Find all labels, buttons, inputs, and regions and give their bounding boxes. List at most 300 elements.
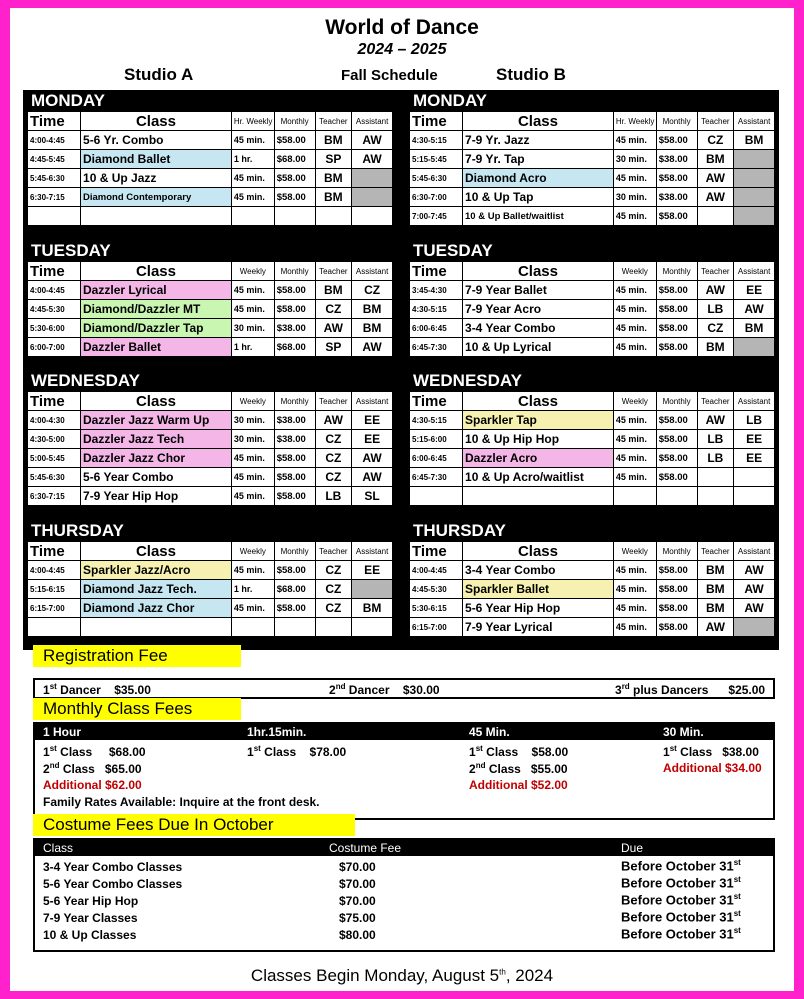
- class-time: 5:15-5:45: [410, 150, 463, 169]
- class-name: 5-6 Yr. Combo: [81, 131, 232, 150]
- class-assistant: [734, 169, 775, 188]
- second-dancer-fee: 2nd Dancer $30.00: [329, 682, 440, 697]
- col-time: Time: [410, 392, 463, 411]
- class-teacher: AW: [697, 618, 734, 637]
- m45-additional: Additional $52.00: [469, 778, 568, 792]
- col-monthly: Monthly: [274, 392, 315, 411]
- class-table: [409, 541, 775, 637]
- studio-b-monday-panel: [409, 90, 775, 238]
- class-assistant: AW: [352, 338, 393, 357]
- m45-second-class: 2nd Class $55.00: [469, 761, 568, 776]
- class-name: [81, 207, 232, 226]
- col-time: Time: [410, 542, 463, 561]
- table-row: [28, 487, 393, 506]
- class-assistant: [352, 188, 393, 207]
- col-assistant: Assistant: [734, 262, 775, 281]
- studio-a-monday-panel: [27, 90, 393, 238]
- class-weekly: 45 min.: [231, 561, 274, 580]
- class-teacher: CZ: [315, 449, 352, 468]
- col-class: Class: [81, 262, 232, 281]
- class-weekly: 30 min.: [231, 430, 274, 449]
- class-name: [463, 487, 614, 506]
- class-time: [28, 207, 81, 226]
- class-table: [409, 261, 775, 357]
- class-assistant: [352, 618, 393, 637]
- class-weekly: 30 min.: [613, 150, 656, 169]
- col-weekly: Weekly: [231, 392, 274, 411]
- class-table: [409, 111, 775, 226]
- class-time: 6:15-7:00: [28, 599, 81, 618]
- class-assistant: BM: [734, 131, 775, 150]
- season-year: 2024 – 2025: [357, 41, 447, 58]
- class-monthly: $38.00: [274, 319, 315, 338]
- col-class: Class: [463, 542, 614, 561]
- class-teacher: CZ: [315, 599, 352, 618]
- class-time: 5:30-6:00: [28, 319, 81, 338]
- table-row: [410, 618, 775, 637]
- first-dancer-fee: 1st Dancer $35.00: [43, 682, 151, 697]
- studio-b-wednesday-panel: [409, 370, 775, 518]
- fall-schedule-label: Fall Schedule: [341, 67, 438, 84]
- col-teacher: Teacher: [315, 392, 352, 411]
- class-table: [27, 261, 393, 357]
- class-time: 7:00-7:45: [410, 207, 463, 226]
- class-assistant: EE: [352, 430, 393, 449]
- class-assistant: BM: [352, 319, 393, 338]
- class-table: [27, 391, 393, 506]
- col-1hr15: 1hr.15min.: [247, 725, 307, 739]
- class-time: 6:00-6:45: [410, 319, 463, 338]
- col-monthly: Monthly: [656, 112, 697, 131]
- col-45min: 45 Min.: [469, 725, 510, 739]
- class-time: 4:45-5:45: [28, 150, 81, 169]
- table-header-row: [28, 542, 393, 561]
- col-teacher: Teacher: [697, 392, 734, 411]
- class-time: 6:15-7:00: [410, 618, 463, 637]
- class-name: Dazzler Jazz Chor: [81, 449, 232, 468]
- class-weekly: 45 min.: [231, 131, 274, 150]
- table-row: [28, 207, 393, 226]
- class-time: 4:00-4:45: [28, 131, 81, 150]
- table-row: [28, 430, 393, 449]
- class-weekly: 45 min.: [231, 468, 274, 487]
- studio-b-thursday-panel: [409, 520, 775, 640]
- class-table: [27, 111, 393, 226]
- class-weekly: 45 min.: [613, 338, 656, 357]
- class-teacher: LB: [315, 487, 352, 506]
- table-row: [410, 599, 775, 618]
- class-assistant: AW: [352, 131, 393, 150]
- class-teacher: CZ: [315, 561, 352, 580]
- studio-a-label: Studio A: [124, 65, 194, 84]
- class-weekly: 30 min.: [613, 188, 656, 207]
- class-monthly: [656, 487, 697, 506]
- class-teacher: BM: [697, 150, 734, 169]
- costume-class: 7-9 Year Classes: [43, 911, 138, 925]
- class-time: 4:00-4:45: [28, 561, 81, 580]
- col-assistant: Assistant: [734, 112, 775, 131]
- class-name: Diamond Jazz Tech.: [81, 580, 232, 599]
- class-name: Diamond/Dazzler MT: [81, 300, 232, 319]
- class-teacher: AW: [697, 281, 734, 300]
- class-teacher: BM: [315, 281, 352, 300]
- table-row: [28, 338, 393, 357]
- table-row: [28, 281, 393, 300]
- class-assistant: [352, 169, 393, 188]
- col-teacher: Teacher: [315, 112, 352, 131]
- class-name: 10 & Up Acro/waitlist: [463, 468, 614, 487]
- table-row: [410, 281, 775, 300]
- class-weekly: 1 hr.: [231, 150, 274, 169]
- schedule-page: [10, 8, 794, 991]
- class-name: Diamond Contemporary: [81, 188, 232, 207]
- class-teacher: BM: [697, 338, 734, 357]
- table-header-row: [410, 542, 775, 561]
- costume-class: 3-4 Year Combo Classes: [43, 860, 183, 874]
- class-assistant: AW: [352, 150, 393, 169]
- class-teacher: CZ: [315, 468, 352, 487]
- col-weekly: Weekly: [231, 542, 274, 561]
- table-row: [410, 150, 775, 169]
- class-monthly: $58.00: [656, 319, 697, 338]
- costume-class: 5-6 Year Combo Classes: [43, 877, 183, 891]
- registration-fee-box: [33, 678, 775, 699]
- hour-additional: Additional $62.00: [43, 778, 142, 792]
- table-row: [410, 338, 775, 357]
- class-weekly: 45 min.: [231, 449, 274, 468]
- class-weekly: 45 min.: [613, 599, 656, 618]
- class-time: 5:45-6:30: [410, 169, 463, 188]
- class-weekly: 30 min.: [231, 411, 274, 430]
- class-teacher: AW: [697, 169, 734, 188]
- class-time: 4:45-5:30: [410, 580, 463, 599]
- class-assistant: EE: [352, 561, 393, 580]
- class-name: 7-9 Yr. Jazz: [463, 131, 614, 150]
- col-time: Time: [28, 542, 81, 561]
- class-name: Sparkler Ballet: [463, 580, 614, 599]
- class-teacher: CZ: [315, 580, 352, 599]
- class-time: 3:45-4:30: [410, 281, 463, 300]
- third-dancer-fee: 3rd plus Dancers $25.00: [615, 682, 766, 697]
- class-weekly: 45 min.: [231, 281, 274, 300]
- class-name: Sparkler Jazz/Acro: [81, 561, 232, 580]
- class-time: 4:00-4:45: [28, 281, 81, 300]
- costume-fee: $70.00: [339, 894, 376, 908]
- col-monthly: Monthly: [274, 112, 315, 131]
- col-assistant: Assistant: [734, 392, 775, 411]
- class-name: 7-9 Year Hip Hop: [81, 487, 232, 506]
- class-weekly: [613, 487, 656, 506]
- class-weekly: [231, 207, 274, 226]
- class-teacher: BM: [697, 599, 734, 618]
- table-row: [410, 300, 775, 319]
- col-time: Time: [28, 262, 81, 281]
- costume-due: Before October 31st: [621, 875, 741, 891]
- col-weekly: Weekly: [613, 392, 656, 411]
- col-assistant: Assistant: [352, 392, 393, 411]
- col-monthly: Monthly: [656, 542, 697, 561]
- class-weekly: 45 min.: [613, 580, 656, 599]
- class-name: 7-9 Year Acro: [463, 300, 614, 319]
- class-monthly: $58.00: [274, 188, 315, 207]
- costume-class: 5-6 Year Hip Hop: [43, 894, 139, 908]
- class-name: 10 & Up Jazz: [81, 169, 232, 188]
- table-row: [28, 188, 393, 207]
- table-row: [28, 618, 393, 637]
- table-row: [410, 131, 775, 150]
- class-assistant: EE: [734, 449, 775, 468]
- class-monthly: $58.00: [274, 449, 315, 468]
- costume-due: Before October 31st: [621, 858, 741, 874]
- class-assistant: [734, 338, 775, 357]
- table-row: [410, 169, 775, 188]
- class-name: 7-9 Year Ballet: [463, 281, 614, 300]
- table-header-row: [28, 262, 393, 281]
- class-name: 3-4 Year Combo: [463, 319, 614, 338]
- col-teacher: Teacher: [697, 542, 734, 561]
- class-teacher: LB: [697, 300, 734, 319]
- class-monthly: $58.00: [656, 300, 697, 319]
- class-name: Diamond Jazz Chor: [81, 599, 232, 618]
- class-time: 5:15-6:15: [28, 580, 81, 599]
- class-time: 5:15-6:00: [410, 430, 463, 449]
- class-monthly: $38.00: [274, 411, 315, 430]
- class-monthly: $58.00: [656, 599, 697, 618]
- costume-due: Before October 31st: [621, 909, 741, 925]
- class-name: Diamond Acro: [463, 169, 614, 188]
- col-teacher: Teacher: [315, 542, 352, 561]
- class-monthly: $58.00: [656, 580, 697, 599]
- col-teacher: Teacher: [315, 262, 352, 281]
- col-time: Time: [28, 112, 81, 131]
- table-row: [28, 300, 393, 319]
- class-assistant: BM: [352, 599, 393, 618]
- table-row: [410, 319, 775, 338]
- table-row: [28, 449, 393, 468]
- col-monthly: Monthly: [656, 262, 697, 281]
- costume-due: Before October 31st: [621, 892, 741, 908]
- class-name: Diamond/Dazzler Tap: [81, 319, 232, 338]
- class-time: 5:00-5:45: [28, 449, 81, 468]
- col-assistant: Assistant: [352, 262, 393, 281]
- col-class: Class: [43, 841, 74, 855]
- class-assistant: AW: [352, 468, 393, 487]
- class-weekly: 45 min.: [613, 319, 656, 338]
- table-header-row: [410, 112, 775, 131]
- class-time: 4:00-4:30: [28, 411, 81, 430]
- class-weekly: [231, 618, 274, 637]
- class-time: 4:30-5:15: [410, 300, 463, 319]
- class-assistant: EE: [734, 430, 775, 449]
- table-row: [28, 468, 393, 487]
- class-monthly: $68.00: [274, 150, 315, 169]
- studio-a-thursday-panel: [27, 520, 393, 640]
- table-row: [28, 411, 393, 430]
- table-row: [410, 411, 775, 430]
- class-monthly: [274, 207, 315, 226]
- class-monthly: $68.00: [274, 338, 315, 357]
- table-row: [28, 580, 393, 599]
- class-time: 4:45-5:30: [28, 300, 81, 319]
- class-teacher: AW: [315, 319, 352, 338]
- col-time: Time: [410, 262, 463, 281]
- table-header-row: [28, 112, 393, 131]
- class-teacher: CZ: [697, 319, 734, 338]
- hour-first-class: 1st Class $68.00: [43, 744, 146, 759]
- class-time: 4:00-4:45: [410, 561, 463, 580]
- col-teacher: Teacher: [697, 262, 734, 281]
- day-heading: THURSDAY: [31, 521, 124, 540]
- class-teacher: CZ: [315, 300, 352, 319]
- class-weekly: 45 min.: [613, 169, 656, 188]
- family-rates-note: Family Rates Available: Inquire at the front desk.: [43, 795, 320, 809]
- class-teacher: [697, 468, 734, 487]
- class-assistant: [734, 150, 775, 169]
- class-teacher: [315, 207, 352, 226]
- class-monthly: $58.00: [656, 449, 697, 468]
- monthly-fees-header: [35, 724, 773, 740]
- costume-fee: $75.00: [339, 911, 376, 925]
- class-weekly: 30 min.: [231, 319, 274, 338]
- col-weekly: Hr. Weekly: [613, 112, 656, 131]
- table-row: [410, 468, 775, 487]
- class-time: 5:45-6:30: [28, 468, 81, 487]
- m45-first-class: 1st Class $58.00: [469, 744, 569, 759]
- class-weekly: 45 min.: [613, 561, 656, 580]
- class-weekly: 45 min.: [613, 300, 656, 319]
- class-time: 5:45-6:30: [28, 169, 81, 188]
- class-monthly: $38.00: [274, 430, 315, 449]
- class-weekly: 45 min.: [231, 599, 274, 618]
- class-table: [27, 541, 393, 637]
- class-teacher: BM: [315, 188, 352, 207]
- class-assistant: [734, 188, 775, 207]
- class-teacher: BM: [315, 169, 352, 188]
- costume-due: Before October 31st: [621, 926, 741, 942]
- class-name: 10 & Up Hip Hop: [463, 430, 614, 449]
- monthly-fees-box: [33, 722, 775, 820]
- table-row: [410, 188, 775, 207]
- class-assistant: EE: [352, 411, 393, 430]
- class-time: [28, 618, 81, 637]
- col-class: Class: [463, 392, 614, 411]
- col-assistant: Assistant: [352, 112, 393, 131]
- col-class: Class: [81, 392, 232, 411]
- class-teacher: AW: [697, 188, 734, 207]
- costume-fees-box: [33, 838, 775, 952]
- table-row: [410, 207, 775, 226]
- class-teacher: SP: [315, 338, 352, 357]
- page-title: World of Dance: [325, 16, 479, 39]
- col-weekly: Weekly: [231, 262, 274, 281]
- class-name: Dazzler Acro: [463, 449, 614, 468]
- class-assistant: CZ: [352, 281, 393, 300]
- schedule-grid: [23, 90, 779, 650]
- col-teacher: Teacher: [697, 112, 734, 131]
- table-row: [410, 580, 775, 599]
- class-teacher: LB: [697, 449, 734, 468]
- class-name: 10 & Up Tap: [463, 188, 614, 207]
- day-heading: TUESDAY: [31, 241, 111, 260]
- class-time: [410, 487, 463, 506]
- class-monthly: $68.00: [274, 580, 315, 599]
- class-monthly: $58.00: [656, 207, 697, 226]
- studio-b-tuesday-panel: [409, 240, 775, 368]
- h115-first-class: 1st Class $78.00: [247, 744, 347, 759]
- class-assistant: EE: [734, 281, 775, 300]
- col-30min: 30 Min.: [663, 725, 704, 739]
- col-monthly: Monthly: [656, 392, 697, 411]
- class-monthly: $58.00: [274, 468, 315, 487]
- day-heading: WEDNESDAY: [413, 371, 522, 390]
- class-weekly: 45 min.: [613, 207, 656, 226]
- studio-a-wednesday-panel: [27, 370, 393, 518]
- studio-b-label: Studio B: [496, 65, 566, 84]
- class-monthly: $58.00: [656, 281, 697, 300]
- class-weekly: 1 hr.: [231, 338, 274, 357]
- class-teacher: BM: [315, 131, 352, 150]
- class-assistant: AW: [734, 561, 775, 580]
- col-costume-fee: Costume Fee: [329, 841, 402, 855]
- m30-first-class: 1st Class $38.00: [663, 744, 759, 759]
- class-assistant: [734, 468, 775, 487]
- class-teacher: [697, 207, 734, 226]
- class-assistant: BM: [352, 300, 393, 319]
- class-assistant: AW: [734, 580, 775, 599]
- m30-additional: Additional $34.00: [663, 761, 762, 775]
- class-monthly: $58.00: [656, 338, 697, 357]
- col-time: Time: [410, 112, 463, 131]
- class-monthly: $58.00: [656, 430, 697, 449]
- costume-fee: $80.00: [339, 928, 376, 942]
- class-assistant: BM: [734, 319, 775, 338]
- col-weekly: Weekly: [613, 542, 656, 561]
- day-heading: WEDNESDAY: [31, 371, 140, 390]
- col-class: Class: [463, 112, 614, 131]
- table-row: [28, 319, 393, 338]
- day-heading: MONDAY: [31, 91, 105, 110]
- class-assistant: [352, 580, 393, 599]
- class-assistant: [352, 207, 393, 226]
- class-name: 3-4 Year Combo: [463, 561, 614, 580]
- class-teacher: BM: [697, 561, 734, 580]
- costume-fees-title: Costume Fees Due In October: [33, 814, 355, 836]
- class-weekly: 45 min.: [613, 449, 656, 468]
- class-time: 6:30-7:15: [28, 188, 81, 207]
- col-class: Class: [81, 112, 232, 131]
- class-weekly: 45 min.: [613, 618, 656, 637]
- class-teacher: LB: [697, 430, 734, 449]
- class-weekly: 45 min.: [231, 487, 274, 506]
- class-name: 5-6 Year Combo: [81, 468, 232, 487]
- table-row: [410, 430, 775, 449]
- col-class: Class: [81, 542, 232, 561]
- class-weekly: 45 min.: [231, 188, 274, 207]
- class-weekly: 45 min.: [613, 281, 656, 300]
- monthly-fees-title: Monthly Class Fees: [33, 698, 241, 720]
- class-monthly: $58.00: [274, 599, 315, 618]
- class-time: 6:00-7:00: [28, 338, 81, 357]
- class-time: 4:30-5:15: [410, 131, 463, 150]
- col-monthly: Monthly: [274, 262, 315, 281]
- class-monthly: $38.00: [656, 188, 697, 207]
- table-row: [28, 169, 393, 188]
- class-monthly: $38.00: [656, 150, 697, 169]
- class-name: Dazzler Ballet: [81, 338, 232, 357]
- class-teacher: BM: [697, 580, 734, 599]
- class-name: 7-9 Yr. Tap: [463, 150, 614, 169]
- class-monthly: $58.00: [656, 468, 697, 487]
